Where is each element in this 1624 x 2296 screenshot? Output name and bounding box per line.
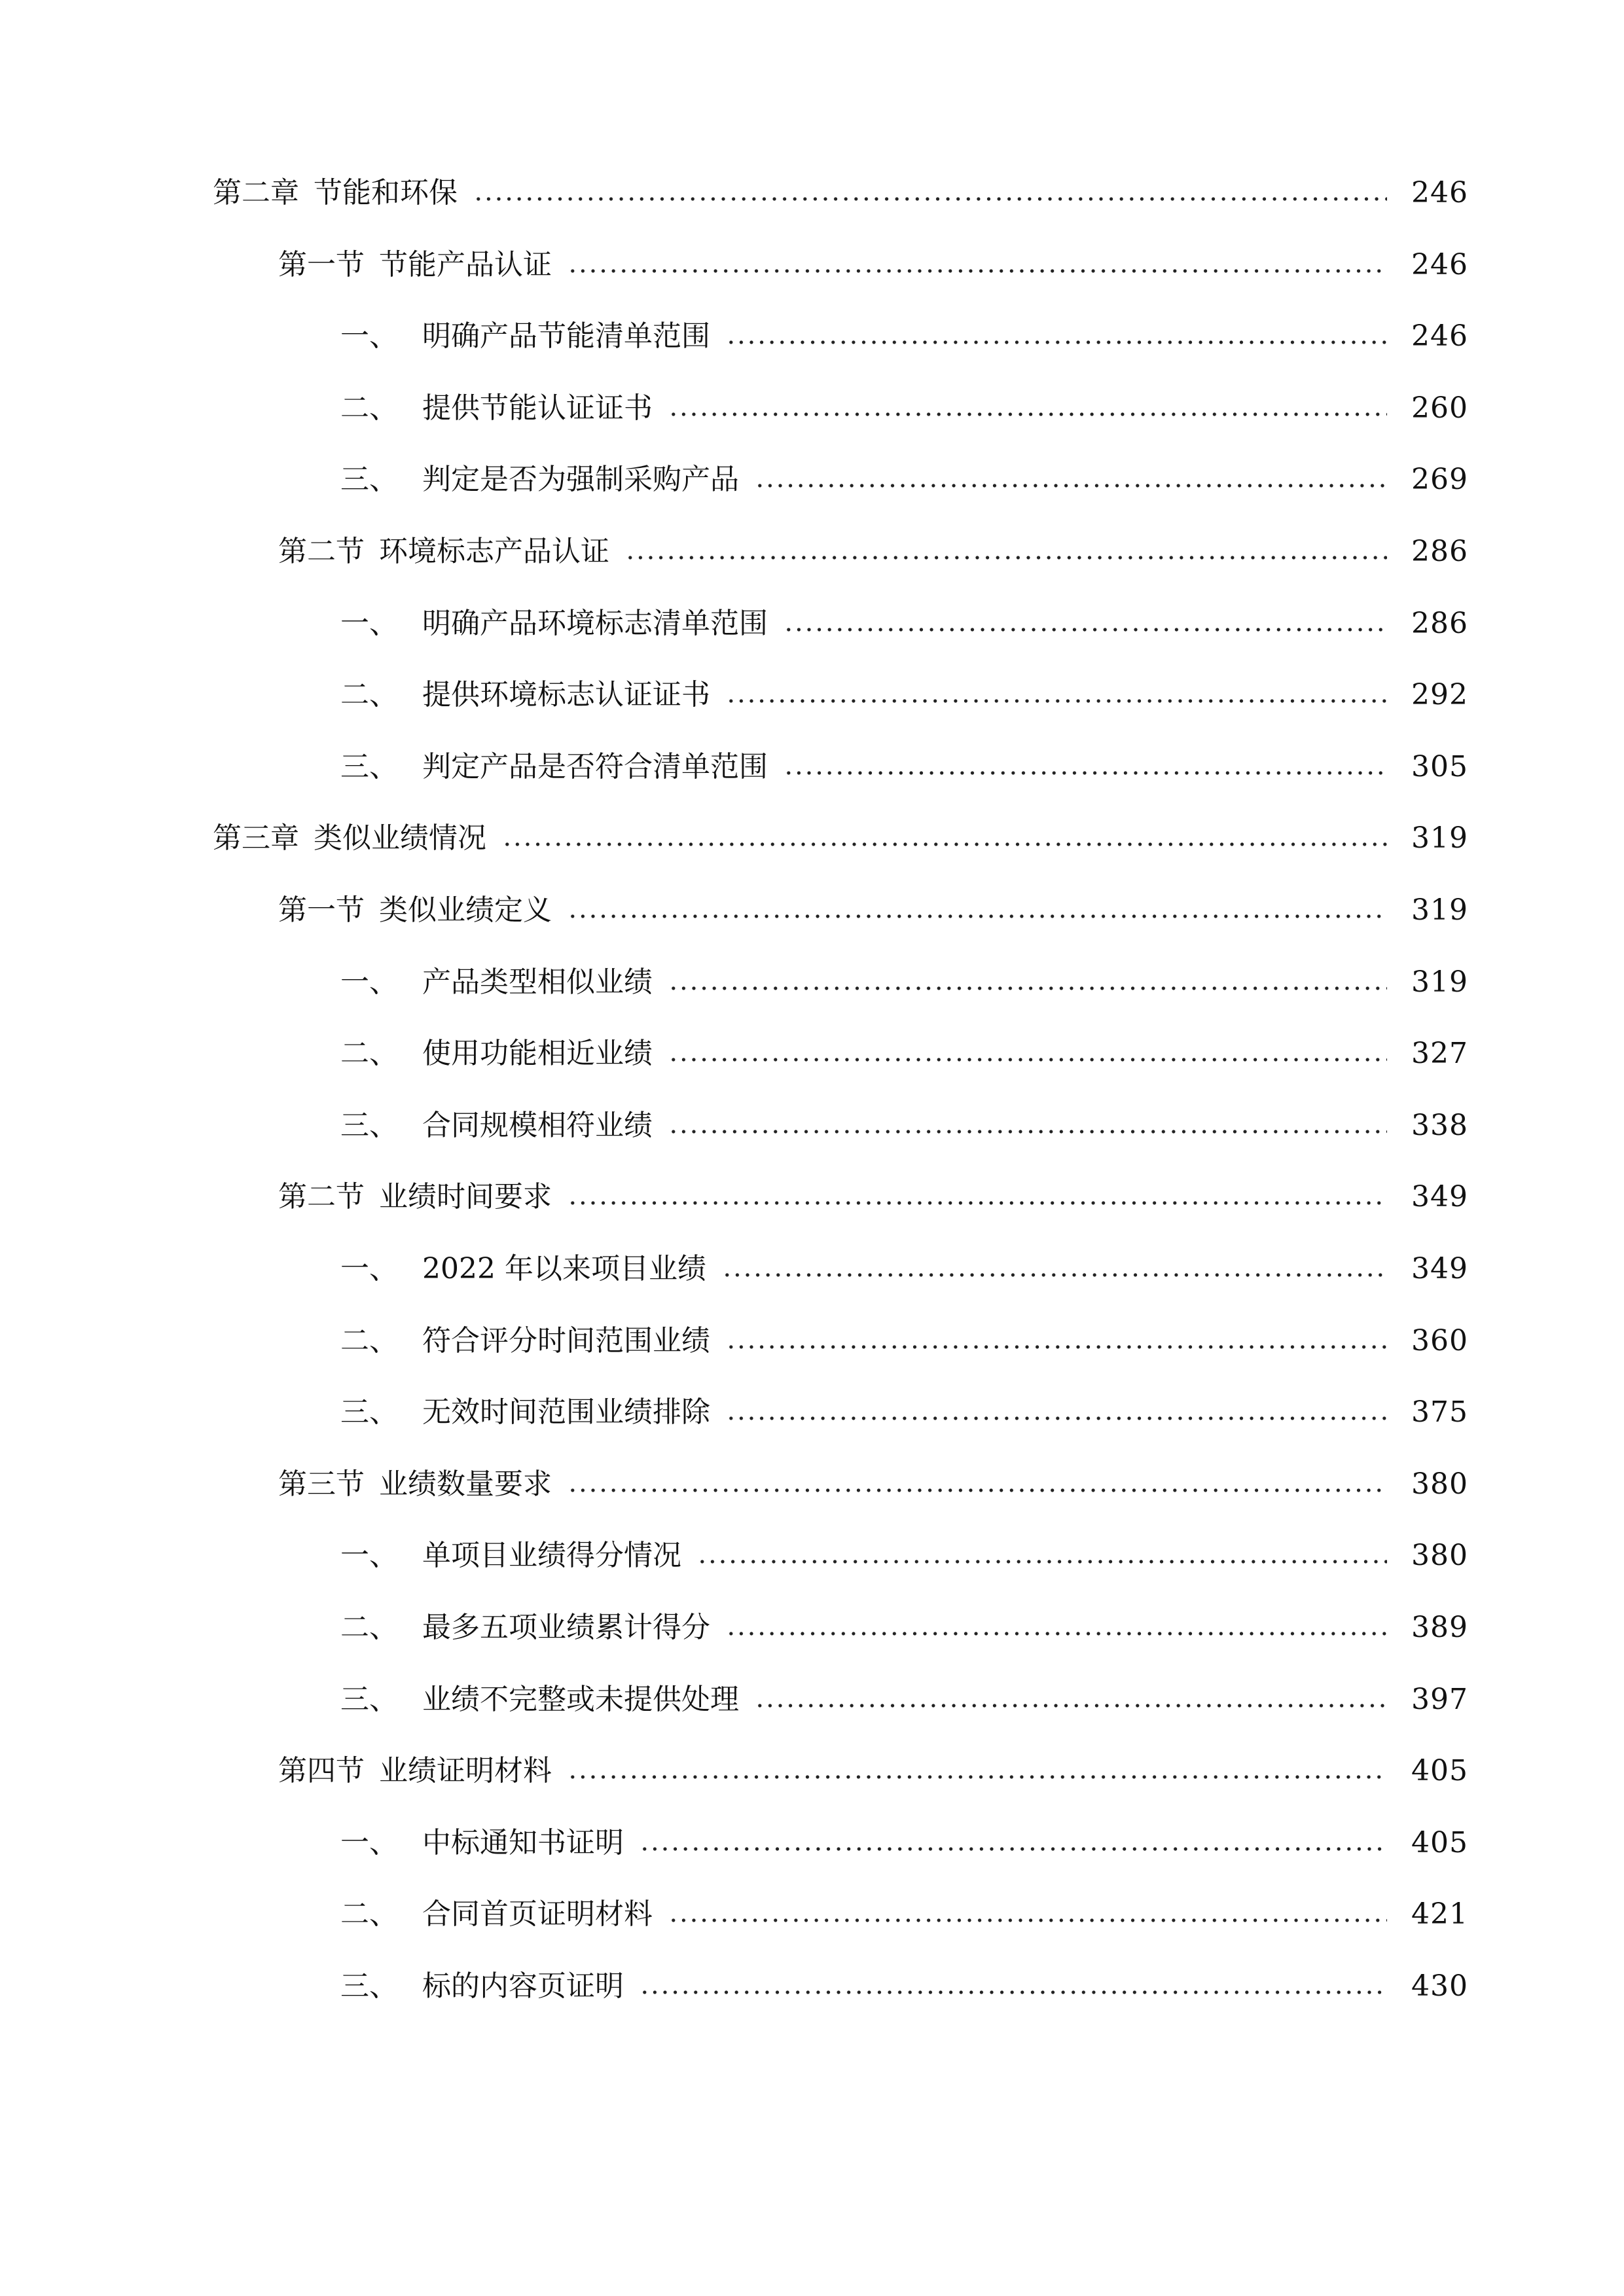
toc-entry-page-number: 349	[1411, 1180, 1468, 1213]
toc-entry-label	[340, 454, 739, 506]
toc-entry-page-number: 405	[1411, 1826, 1468, 1859]
toc-item-entry[interactable]	[0, 1028, 1624, 1080]
toc-item-entry[interactable]	[0, 382, 1624, 435]
dot-leader	[784, 769, 1387, 777]
dot-leader	[726, 1414, 1387, 1422]
toc-entry-label	[340, 956, 653, 1009]
toc-entry-page-number: 327	[1411, 1037, 1468, 1070]
toc-entry-label	[340, 1530, 681, 1582]
toc-entry-page-number: 389	[1411, 1611, 1468, 1644]
toc-entry-page-number: 305	[1411, 750, 1468, 783]
toc-entry-label	[340, 1960, 624, 2013]
dot-leader	[668, 1056, 1387, 1064]
toc-entry-page-number: 319	[1411, 965, 1468, 999]
toc-entry-title: 单项目业绩得分情况	[422, 1539, 681, 1572]
dot-leader	[640, 1845, 1387, 1853]
toc-entry-label	[278, 1171, 552, 1223]
toc-entry-title: 业绩不完整或未提供处理	[422, 1683, 739, 1716]
toc-item-entry[interactable]	[0, 1315, 1624, 1367]
toc-entry-title: 类似业绩定义	[379, 893, 552, 927]
toc-entry-page-number: 286	[1411, 535, 1468, 568]
toc-entry-number: 一、	[340, 1539, 398, 1572]
toc-section-entry[interactable]	[0, 526, 1624, 578]
toc-section-entry[interactable]	[0, 1171, 1624, 1223]
toc-chapter-entry[interactable]	[0, 167, 1624, 219]
toc-entry-title: 标的内容页证明	[422, 1969, 624, 2003]
toc-entry-page-number: 380	[1411, 1467, 1468, 1501]
dot-leader	[668, 984, 1387, 992]
dot-leader	[726, 697, 1387, 705]
toc-entry-number: 第三节	[278, 1467, 365, 1501]
toc-entry-number: 三、	[340, 750, 398, 783]
toc-item-entry[interactable]	[0, 1530, 1624, 1582]
toc-entry-number: 三、	[340, 1109, 398, 1142]
toc-entry-page-number: 405	[1411, 1754, 1468, 1787]
toc-entry-label	[340, 741, 768, 793]
toc-entry-label	[340, 669, 710, 721]
toc-entry-number: 一、	[340, 1252, 398, 1285]
toc-entry-page-number: 269	[1411, 463, 1468, 496]
dot-leader	[625, 554, 1387, 562]
dot-leader	[726, 1343, 1387, 1351]
toc-entry-number: 二、	[340, 678, 398, 711]
toc-entry-number: 第四节	[278, 1754, 365, 1787]
toc-entry-title: 合同规模相符业绩	[422, 1109, 653, 1142]
dot-leader	[568, 1773, 1387, 1781]
toc-entry-label	[278, 1458, 552, 1511]
toc-entry-label	[340, 1100, 653, 1152]
toc-entry-number: 一、	[340, 607, 398, 640]
toc-entry-number: 二、	[340, 1037, 398, 1070]
toc-entry-title: 判定是否为强制采购产品	[422, 463, 739, 496]
toc-entry-title: 无效时间范围业绩排除	[422, 1395, 710, 1429]
toc-entry-number: 第一节	[278, 248, 365, 281]
dot-leader	[726, 338, 1387, 346]
toc-item-entry[interactable]	[0, 1960, 1624, 2013]
toc-entry-page-number: 360	[1411, 1324, 1468, 1357]
toc-item-entry[interactable]	[0, 454, 1624, 506]
toc-entry-title: 2022 年以来项目业绩	[422, 1252, 706, 1285]
toc-entry-number: 一、	[340, 965, 398, 999]
toc-entry-number: 第二节	[278, 1180, 365, 1213]
toc-entry-label	[340, 1888, 653, 1941]
toc-item-entry[interactable]	[0, 1386, 1624, 1439]
toc-entry-number: 二、	[340, 1324, 398, 1357]
toc-entry-label	[340, 1602, 710, 1654]
toc-entry-title: 中标通知书证明	[422, 1826, 624, 1859]
toc-entry-label	[340, 382, 653, 435]
toc-entry-title: 节能和环保	[314, 176, 458, 209]
dot-leader	[668, 410, 1387, 418]
toc-entry-title: 明确产品节能清单范围	[422, 319, 710, 353]
dot-leader	[568, 912, 1387, 920]
toc-entry-page-number: 246	[1411, 319, 1468, 353]
toc-entry-title: 业绩证明材料	[379, 1754, 552, 1787]
toc-entry-label	[340, 1243, 706, 1295]
toc-entry-title: 业绩时间要求	[379, 1180, 552, 1213]
toc-item-entry[interactable]	[0, 1674, 1624, 1726]
dot-leader	[784, 626, 1387, 634]
toc-entry-title: 产品类型相似业绩	[422, 965, 653, 999]
toc-item-entry[interactable]	[0, 1100, 1624, 1152]
dot-leader	[755, 482, 1387, 490]
toc-entry-title: 提供环境标志认证证书	[422, 678, 710, 711]
toc-item-entry[interactable]	[0, 1243, 1624, 1295]
toc-item-entry[interactable]	[0, 598, 1624, 650]
toc-entry-number: 三、	[340, 1395, 398, 1429]
dot-leader	[502, 840, 1387, 848]
toc-entry-title: 判定产品是否符合清单范围	[422, 750, 768, 783]
toc-entry-number: 一、	[340, 1826, 398, 1859]
toc-section-entry[interactable]	[0, 1458, 1624, 1511]
toc-entry-label	[278, 526, 609, 578]
toc-entry-title: 使用功能相近业绩	[422, 1037, 653, 1070]
toc-entry-page-number: 421	[1411, 1897, 1468, 1931]
dot-leader	[755, 1702, 1387, 1710]
toc-entry-page-number: 430	[1411, 1969, 1468, 2003]
toc-entry-label	[340, 310, 710, 363]
toc-entry-label	[340, 1674, 739, 1726]
toc-entry-label	[213, 167, 458, 219]
toc-entry-number: 二、	[340, 1897, 398, 1931]
toc-entry-label	[278, 1745, 552, 1797]
toc-entry-number: 第三章	[213, 821, 299, 855]
toc-item-entry[interactable]	[0, 741, 1624, 793]
toc-entry-page-number: 319	[1411, 821, 1468, 855]
toc-entry-page-number: 246	[1411, 248, 1468, 281]
dot-leader	[697, 1558, 1387, 1566]
toc-item-entry[interactable]	[0, 669, 1624, 721]
toc-entry-title: 提供节能认证证书	[422, 391, 653, 425]
toc-entry-label	[278, 239, 552, 291]
toc-entry-number: 第二节	[278, 535, 365, 568]
toc-section-entry[interactable]	[0, 1745, 1624, 1797]
dot-leader	[640, 1988, 1387, 1996]
toc-entry-page-number: 260	[1411, 391, 1468, 425]
dot-leader	[668, 1916, 1387, 1924]
dot-leader	[722, 1271, 1387, 1279]
toc-item-entry[interactable]	[0, 1817, 1624, 1869]
toc-entry-title: 明确产品环境标志清单范围	[422, 607, 768, 640]
toc-entry-number: 三、	[340, 463, 398, 496]
toc-entry-number: 二、	[340, 391, 398, 425]
dot-leader	[568, 267, 1387, 275]
toc-entry-label	[340, 598, 768, 650]
toc-item-entry[interactable]	[0, 956, 1624, 1009]
toc-entry-label	[340, 1315, 710, 1367]
dot-leader	[726, 1630, 1387, 1638]
toc-entry-title: 符合评分时间范围业绩	[422, 1324, 710, 1357]
toc-entry-number: 第一节	[278, 893, 365, 927]
toc-item-entry[interactable]	[0, 310, 1624, 363]
dot-leader	[568, 1486, 1387, 1494]
toc-entry-title: 类似业绩情况	[314, 821, 486, 855]
toc-entry-number: 三、	[340, 1969, 398, 2003]
toc-section-entry[interactable]	[0, 884, 1624, 937]
toc-entry-page-number: 380	[1411, 1539, 1468, 1572]
toc-entry-number: 三、	[340, 1683, 398, 1716]
toc-entry-title: 环境标志产品认证	[379, 535, 609, 568]
toc-entry-page-number: 338	[1411, 1109, 1468, 1142]
toc-entry-page-number: 286	[1411, 607, 1468, 640]
toc-section-entry[interactable]	[0, 239, 1624, 291]
toc-entry-label	[278, 884, 552, 937]
toc-entry-page-number: 319	[1411, 893, 1468, 927]
toc-entry-page-number: 292	[1411, 678, 1468, 711]
toc-entry-number: 第二章	[213, 176, 299, 209]
toc-entry-page-number: 397	[1411, 1683, 1468, 1716]
toc-entry-label	[340, 1386, 710, 1439]
toc-item-entry[interactable]	[0, 1602, 1624, 1654]
toc-entry-number: 二、	[340, 1611, 398, 1644]
toc-entry-title: 节能产品认证	[379, 248, 552, 281]
toc-chapter-entry[interactable]	[0, 812, 1624, 865]
toc-entry-page-number: 246	[1411, 176, 1468, 209]
dot-leader	[568, 1199, 1387, 1207]
dot-leader	[668, 1128, 1387, 1136]
toc-entry-label	[213, 812, 486, 865]
toc-entry-number: 一、	[340, 319, 398, 353]
toc-entry-page-number: 375	[1411, 1395, 1468, 1429]
toc-entry-title: 最多五项业绩累计得分	[422, 1611, 710, 1644]
toc-entry-title: 业绩数量要求	[379, 1467, 552, 1501]
dot-leader	[473, 195, 1387, 203]
toc-entry-page-number: 349	[1411, 1252, 1468, 1285]
toc-entry-label	[340, 1028, 653, 1080]
toc-entry-label	[340, 1817, 624, 1869]
toc-item-entry[interactable]	[0, 1888, 1624, 1941]
toc-entry-title: 合同首页证明材料	[422, 1897, 653, 1931]
